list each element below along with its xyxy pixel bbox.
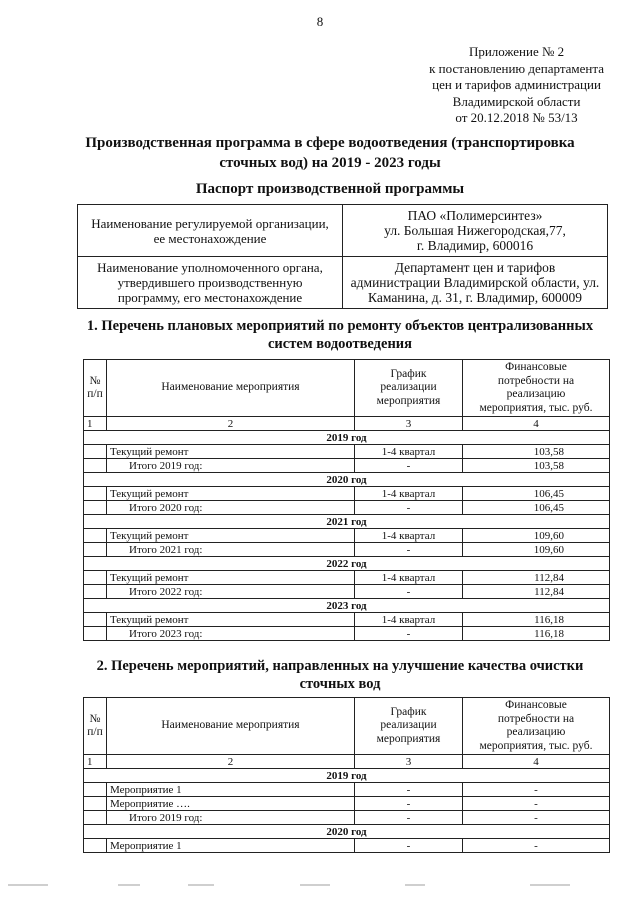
program-title-line: сточных вод) на 2019 - 2023 годы: [219, 155, 441, 171]
total-row: [84, 501, 610, 515]
total-schedule: -: [355, 501, 463, 515]
text-line: программу, его местонахождение: [117, 290, 303, 305]
table-row: [84, 529, 610, 543]
total-label: Итого 2021 год:: [107, 543, 355, 557]
col-num: 3: [355, 755, 463, 769]
item-amount: 109,60: [463, 529, 610, 543]
passport-heading: Паспорт производственной программы: [195, 181, 465, 197]
total-schedule: -: [355, 459, 463, 473]
scan-artifact: [188, 884, 214, 886]
table-header: [84, 360, 610, 417]
item-schedule: 1-4 квартал: [355, 445, 463, 459]
item-schedule: 1-4 квартал: [355, 487, 463, 501]
text-line: Финансовые: [505, 361, 567, 373]
appendix-line: от 20.12.2018 № 53/13: [455, 110, 578, 125]
header-finance: [463, 698, 610, 755]
text-line: г. Владимир, 600016: [416, 238, 534, 253]
total-label: Итого 2019 год:: [107, 811, 355, 825]
text-line: администрации Владимирской области, ул.: [350, 275, 600, 290]
passport-value: [343, 257, 608, 309]
total-amount: 103,58: [463, 459, 610, 473]
item-schedule: -: [355, 839, 463, 853]
text-line: п/п: [87, 726, 103, 738]
cell: [84, 797, 107, 811]
text-line: ПАО «Полимерсинтез»: [407, 208, 543, 223]
total-amount: 106,45: [463, 501, 610, 515]
scan-artifact: [118, 884, 140, 886]
year-label: 2020 год: [84, 473, 610, 487]
col-num: 2: [107, 755, 355, 769]
appendix-line: Владимирской области: [452, 93, 581, 109]
text-line: утвердившего производственную: [117, 275, 303, 290]
year-row: [84, 473, 610, 487]
total-amount: -: [463, 811, 610, 825]
total-schedule: -: [355, 543, 463, 557]
total-amount: 112,84: [463, 585, 610, 599]
text-line: реализации: [380, 719, 437, 732]
text-line: реализации: [380, 381, 437, 394]
table-row: [84, 783, 610, 797]
cell: [84, 445, 107, 459]
scan-artifact: [300, 884, 330, 886]
scan-artifact: [8, 884, 48, 886]
item-schedule: -: [355, 783, 463, 797]
passport-label: [78, 257, 343, 309]
text-line: систем водоотведения: [267, 336, 413, 352]
item-amount: -: [463, 783, 610, 797]
program-title-line: Производственная программа в сфере водоотведения (транспортировка: [85, 135, 575, 151]
text-line: Наименование регулируемой организации,: [91, 215, 329, 231]
cell: [84, 487, 107, 501]
repair-table: [83, 359, 610, 641]
passport-row: [78, 205, 608, 257]
text-line: Департамент цен и тарифов: [394, 260, 556, 275]
year-label: 2021 год: [84, 515, 610, 529]
item-schedule: -: [355, 797, 463, 811]
total-schedule: -: [355, 811, 463, 825]
passport-value: [343, 205, 608, 257]
passport-table: [77, 204, 608, 309]
year-row: [84, 431, 610, 445]
table-row: [84, 445, 610, 459]
text-line: мероприятия, тыс. руб.: [479, 401, 593, 414]
text-line: №: [89, 712, 101, 725]
item-amount: 112,84: [463, 571, 610, 585]
year-label: 2023 год: [84, 599, 610, 613]
header-name: Наименование мероприятия: [107, 360, 355, 417]
text-line: Финансовые: [505, 699, 567, 711]
item-schedule: 1-4 квартал: [355, 613, 463, 627]
total-row: [84, 585, 610, 599]
total-row: [84, 543, 610, 557]
table-row: [84, 487, 610, 501]
text-line: реализацию: [506, 726, 566, 738]
item-name: Текущий ремонт: [107, 613, 355, 627]
cell: [84, 585, 107, 599]
col-num: 4: [463, 417, 610, 431]
text-line: 2. Перечень мероприятий, направленных на улучшение качества очистки: [96, 658, 584, 674]
col-num: 2: [107, 417, 355, 431]
text-line: реализацию: [506, 388, 566, 400]
total-label: Итого 2023 год:: [107, 627, 355, 641]
passport-label: [78, 205, 343, 257]
appendix-note: [429, 44, 604, 127]
cell: [84, 459, 107, 473]
item-amount: -: [463, 839, 610, 853]
year-row: [84, 515, 610, 529]
cell: [84, 839, 107, 853]
appendix-line: Приложение № 2: [468, 44, 565, 59]
cell: [84, 811, 107, 825]
appendix-line: цен и тарифов администрации: [432, 77, 601, 92]
total-label: Итого 2020 год:: [107, 501, 355, 515]
item-amount: 106,45: [463, 487, 610, 501]
text-line: мероприятия, тыс. руб.: [479, 739, 593, 752]
cell: [84, 627, 107, 641]
text-line: №: [89, 374, 101, 387]
quality-table: [83, 697, 610, 853]
section1-title: [60, 317, 620, 353]
passport-row: [78, 257, 608, 309]
item-amount: -: [463, 797, 610, 811]
total-schedule: -: [355, 585, 463, 599]
total-schedule: -: [355, 627, 463, 641]
text-line: График: [390, 705, 427, 718]
header-schedule: [355, 698, 463, 755]
item-name: Мероприятие 1: [107, 783, 355, 797]
column-numbers: [84, 417, 610, 431]
table-row: [84, 797, 610, 811]
total-label: Итого 2019 год:: [107, 459, 355, 473]
section2-title: [60, 657, 620, 693]
total-row: [84, 459, 610, 473]
text-line: потребности на: [497, 712, 575, 725]
year-label: 2019 год: [84, 769, 610, 783]
total-amount: 109,60: [463, 543, 610, 557]
text-line: Наименование уполномоченного органа,: [97, 260, 323, 275]
item-name: Текущий ремонт: [107, 445, 355, 459]
year-label: 2022 год: [84, 557, 610, 571]
header-finance: [463, 360, 610, 417]
table-row: [84, 839, 610, 853]
col-num: 4: [463, 755, 610, 769]
total-amount: 116,18: [463, 627, 610, 641]
col-num: 1: [84, 417, 107, 431]
total-row: [84, 811, 610, 825]
cell: [84, 571, 107, 585]
cell: [84, 613, 107, 627]
table-row: [84, 571, 610, 585]
text-line: п/п: [87, 388, 103, 400]
text-line: График: [390, 367, 427, 380]
item-schedule: 1-4 квартал: [355, 571, 463, 585]
text-line: 1. Перечень плановых мероприятий по ремонту объектов централизованных: [86, 318, 594, 334]
item-schedule: 1-4 квартал: [355, 529, 463, 543]
item-name: Текущий ремонт: [107, 529, 355, 543]
item-name: Текущий ремонт: [107, 571, 355, 585]
item-name: Мероприятие ….: [107, 797, 355, 811]
text-line: ее местонахождение: [153, 230, 267, 246]
year-row: [84, 769, 610, 783]
cell: [84, 783, 107, 797]
program-title: [60, 133, 600, 173]
scan-artifact: [405, 884, 425, 886]
cell: [84, 543, 107, 557]
text-line: ул. Большая Нижегородская,77,: [384, 223, 566, 238]
total-row: [84, 627, 610, 641]
header-name: Наименование мероприятия: [107, 698, 355, 755]
col-num: 3: [355, 417, 463, 431]
text-line: Каманина, д. 31, г. Владимир, 600009: [368, 290, 582, 305]
text-line: потребности на: [497, 374, 575, 387]
table-header: [84, 698, 610, 755]
appendix-line: к постановлению департамента: [429, 60, 604, 76]
text-line: мероприятия: [376, 732, 441, 745]
item-name: Текущий ремонт: [107, 487, 355, 501]
item-amount: 103,58: [463, 445, 610, 459]
table-row: [84, 613, 610, 627]
cell: [84, 501, 107, 515]
header-schedule: [355, 360, 463, 417]
column-numbers: [84, 755, 610, 769]
total-label: Итого 2022 год:: [107, 585, 355, 599]
year-label: 2019 год: [84, 431, 610, 445]
text-line: сточных вод: [299, 676, 381, 692]
year-label: 2020 год: [84, 825, 610, 839]
text-line: мероприятия: [376, 394, 441, 407]
header-num: [84, 360, 107, 417]
scan-artifact: [530, 884, 570, 886]
year-row: [84, 557, 610, 571]
header-num: [84, 698, 107, 755]
item-amount: 116,18: [463, 613, 610, 627]
cell: [84, 529, 107, 543]
year-row: [84, 825, 610, 839]
page-number: 8: [316, 14, 324, 29]
item-name: Мероприятие 1: [107, 839, 355, 853]
year-row: [84, 599, 610, 613]
col-num: 1: [84, 755, 107, 769]
